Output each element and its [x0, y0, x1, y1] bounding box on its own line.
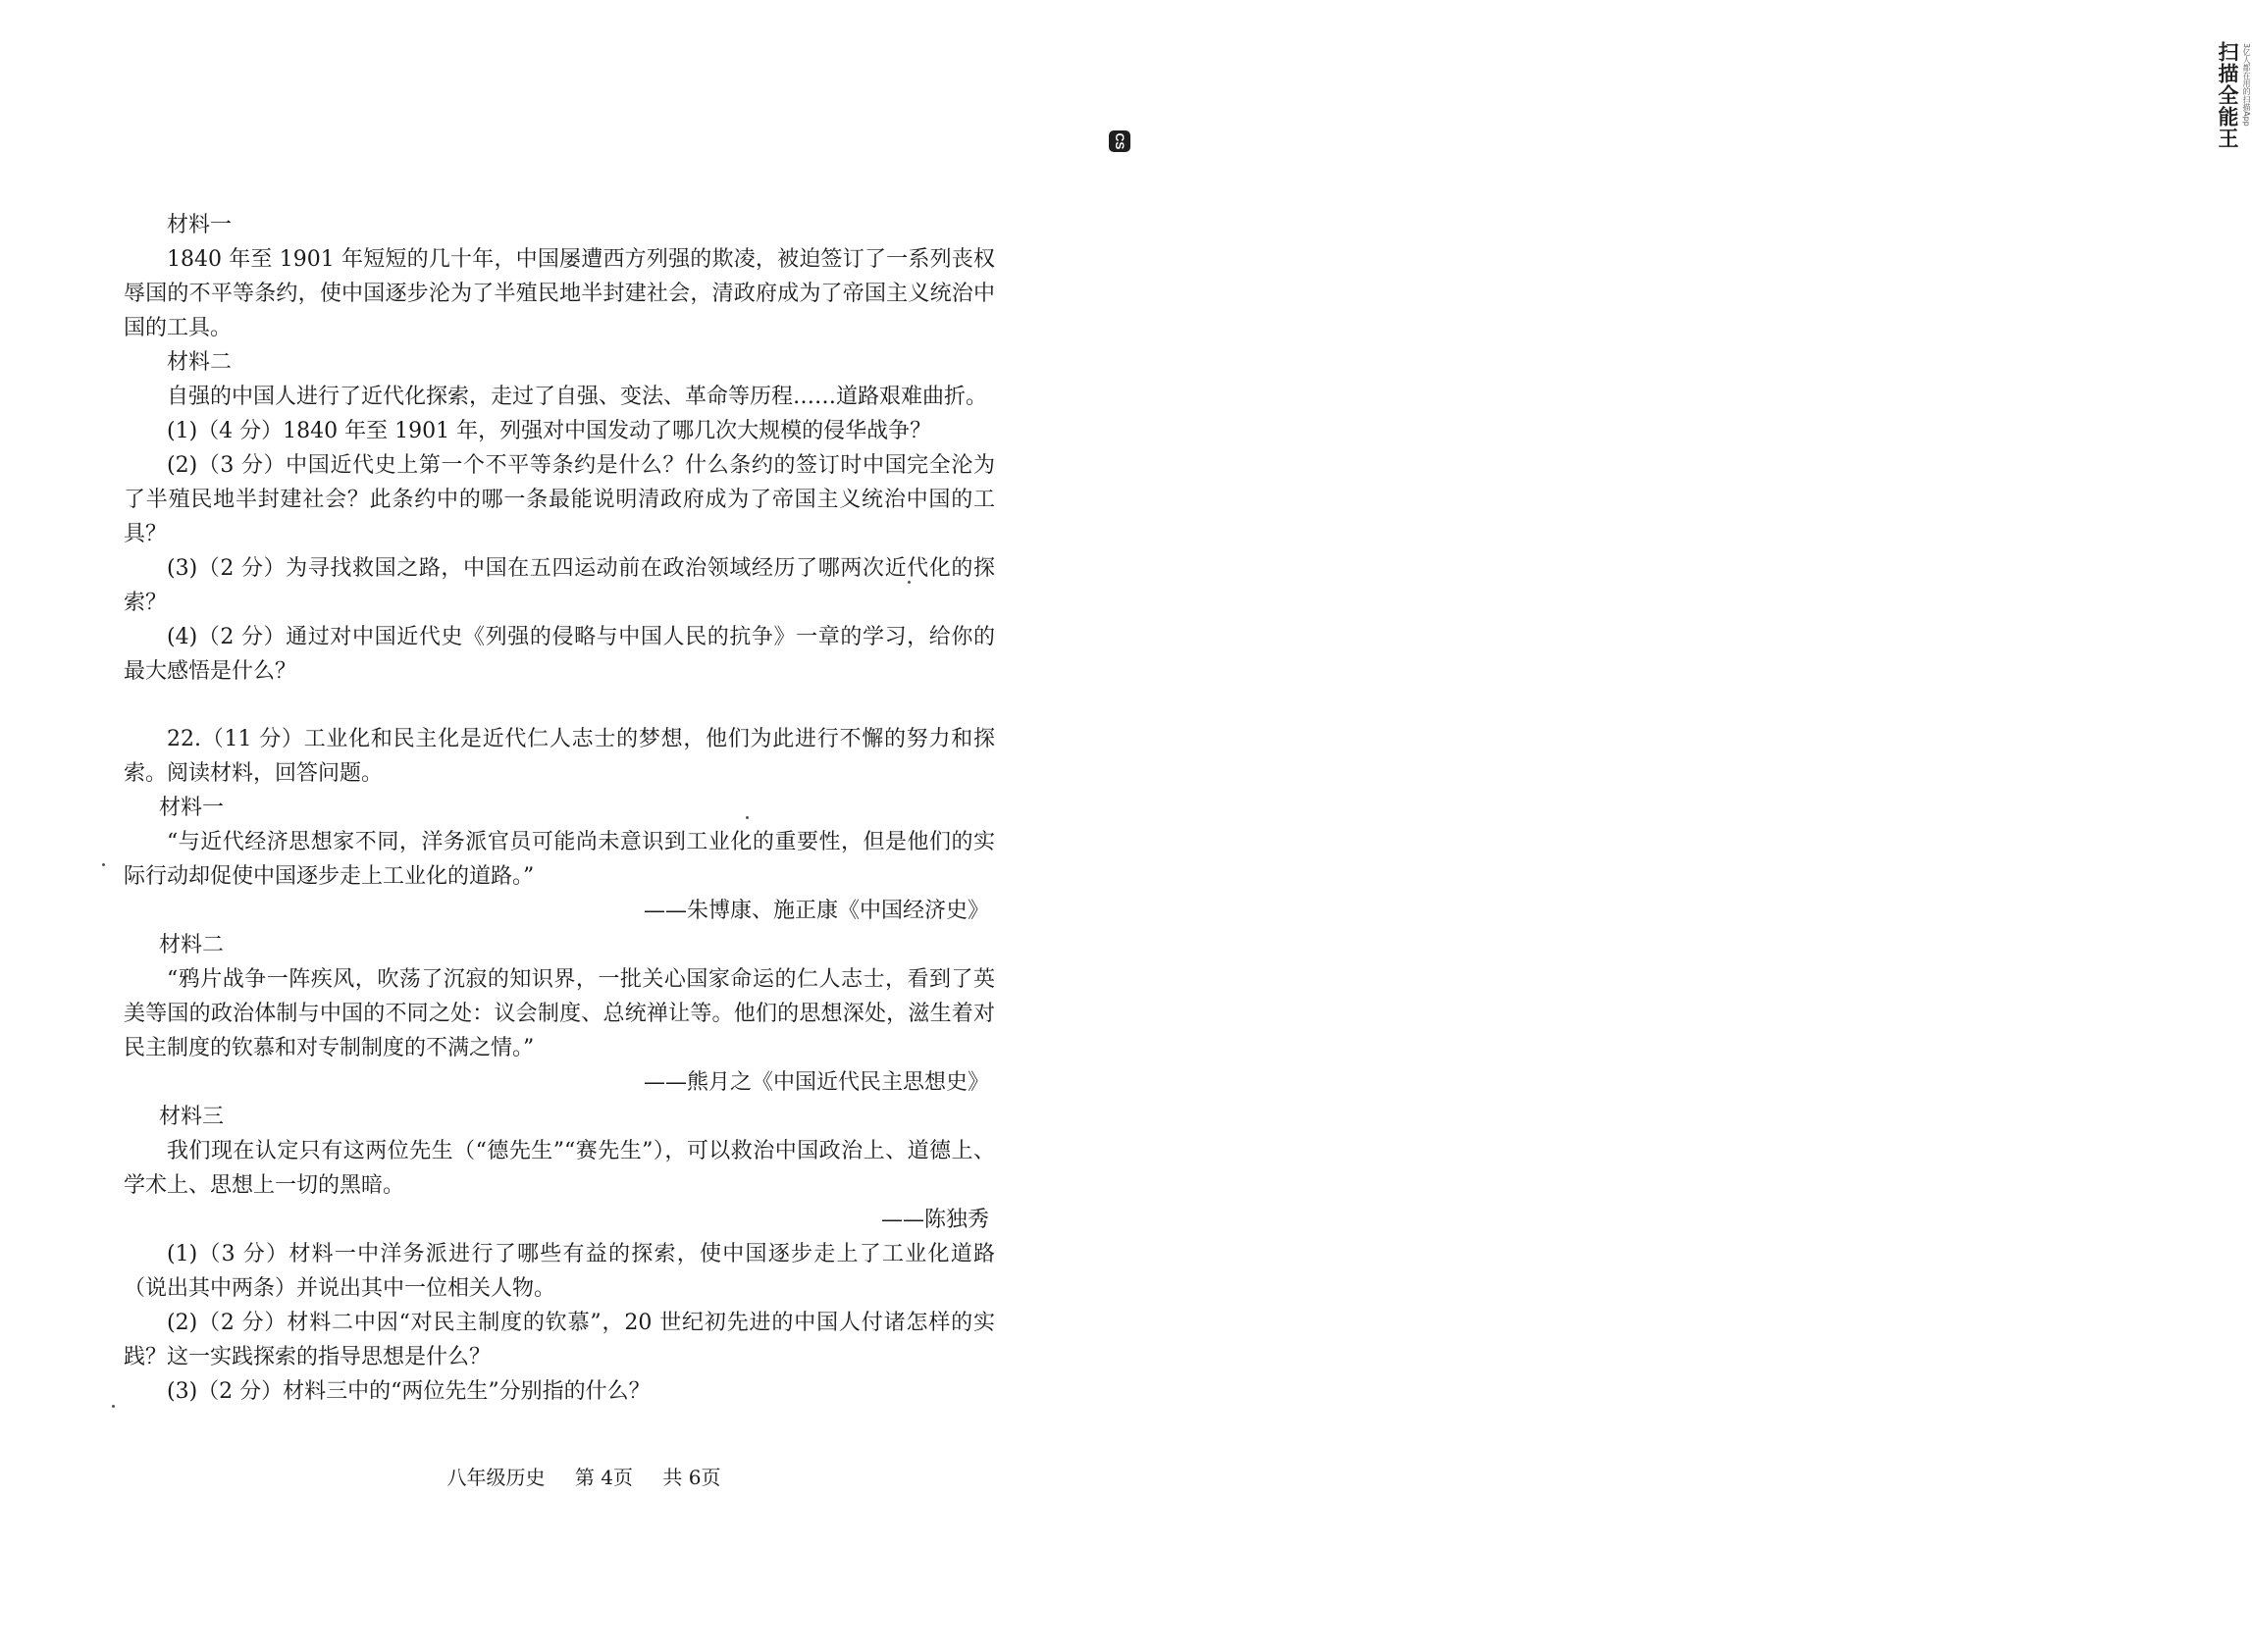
q22-material1-source: ——朱博康、施正康《中国经济史》 [643, 899, 989, 923]
q21-material2-title: 材料二 [167, 350, 233, 375]
q22-material2-source: ——熊月之《中国近代民主思想史》 [643, 1070, 989, 1095]
q21-question-1: (1)（4 分）1840 年至 1901 年，列强对中国发动了哪几次大规模的侵华战争？ [167, 419, 932, 443]
scan-speck [908, 581, 911, 584]
q21-question-3: (3)（2 分）为寻找救国之路，中国在五四运动前在政治领域经历了哪两次近代化的探索？ [124, 556, 995, 615]
scanner-brand-name: 扫描全能王 [2216, 41, 2239, 149]
scanner-logo-icon: CS [1109, 130, 1130, 152]
q22-material2-title: 材料二 [159, 933, 225, 957]
page-content [124, 208, 995, 1409]
q22-question-2: (2)（2 分）材料二中因“对民主制度的钦慕”，20 世纪初先进的中国人付诸怎样的实践？这一实践探索的指导思想是什么？ [124, 1311, 995, 1369]
q22-question-3: (3)（2 分）材料三中的“两位先生”分别指的什么？ [167, 1379, 651, 1404]
q21-material1-title: 材料一 [167, 213, 233, 237]
footer-page-number: 第 4页 [574, 1466, 633, 1489]
footer-total-pages: 共 6页 [662, 1466, 721, 1489]
section-gap [124, 689, 995, 722]
scan-speck [112, 1405, 115, 1408]
q22-material2-text: “鸦片战争一阵疾风，吹荡了沉寂的知识界，一批关心国家命运的仁人志士，看到了英美等国的政治体制与中国的不同之处：议会制度、总统禅让等。他们的思想深处，滋生着对民主制度的钦慕和对专制制度的不满之情。” [124, 967, 995, 1060]
q22-material1-title: 材料一 [159, 796, 225, 820]
q22-question-1: (1)（3 分）材料一中洋务派进行了哪些有益的探索，使中国逐步走上了工业化道路（说出其中两条）并说出其中一位相关人物。 [124, 1242, 995, 1301]
q22-material3-text: 我们现在认定只有这两位先生（“德先生”“赛先生”），可以救治中国政治上、道德上、学术上、思想上一切的黑暗。 [124, 1139, 995, 1198]
q21-question-4: (4)（2 分）通过对中国近代史《列强的侵略与中国人民的抗争》一章的学习，给你的最大感悟是什么？ [124, 625, 995, 684]
scanner-slogan: 3亿人都在用的扫描App [2242, 43, 2251, 127]
q22-material3-title: 材料三 [159, 1105, 225, 1129]
scan-speck [102, 863, 105, 866]
q21-material2-text: 自强的中国人进行了近代化探索，走过了自强、变法、革命等历程……道路艰难曲折。 [167, 385, 988, 409]
q21-material1-text: 1840 年至 1901 年短短的几十年，中国屡遭西方列强的欺凌，被迫签订了一系列丧权辱国的不平等条约，使中国逐步沦为了半殖民地半封建社会，清政府成为了帝国主义统治中国的工具。 [124, 247, 995, 340]
q22-material1-text: “与近代经济思想家不同，洋务派官员可能尚未意识到工业化的重要性，但是他们的实际行动却促使中国逐步走上工业化的道路。” [124, 830, 995, 889]
page-footer [0, 1462, 1168, 1490]
q22-material3-source: ——陈独秀 [880, 1208, 989, 1232]
q22-intro: 22.（11 分）工业化和民主化是近代仁人志士的梦想，他们为此进行不懈的努力和探索。阅读材料，回答问题。 [124, 727, 995, 786]
scan-speck [746, 816, 749, 819]
footer-subject: 八年级历史 [446, 1466, 546, 1489]
q21-question-2: (2)（3 分）中国近代史上第一个不平等条约是什么？什么条约的签订时中国完全沦为了半殖民地半封建社会？此条约中的哪一条最能说明清政府成为了帝国主义统治中国的工具？ [124, 453, 995, 546]
